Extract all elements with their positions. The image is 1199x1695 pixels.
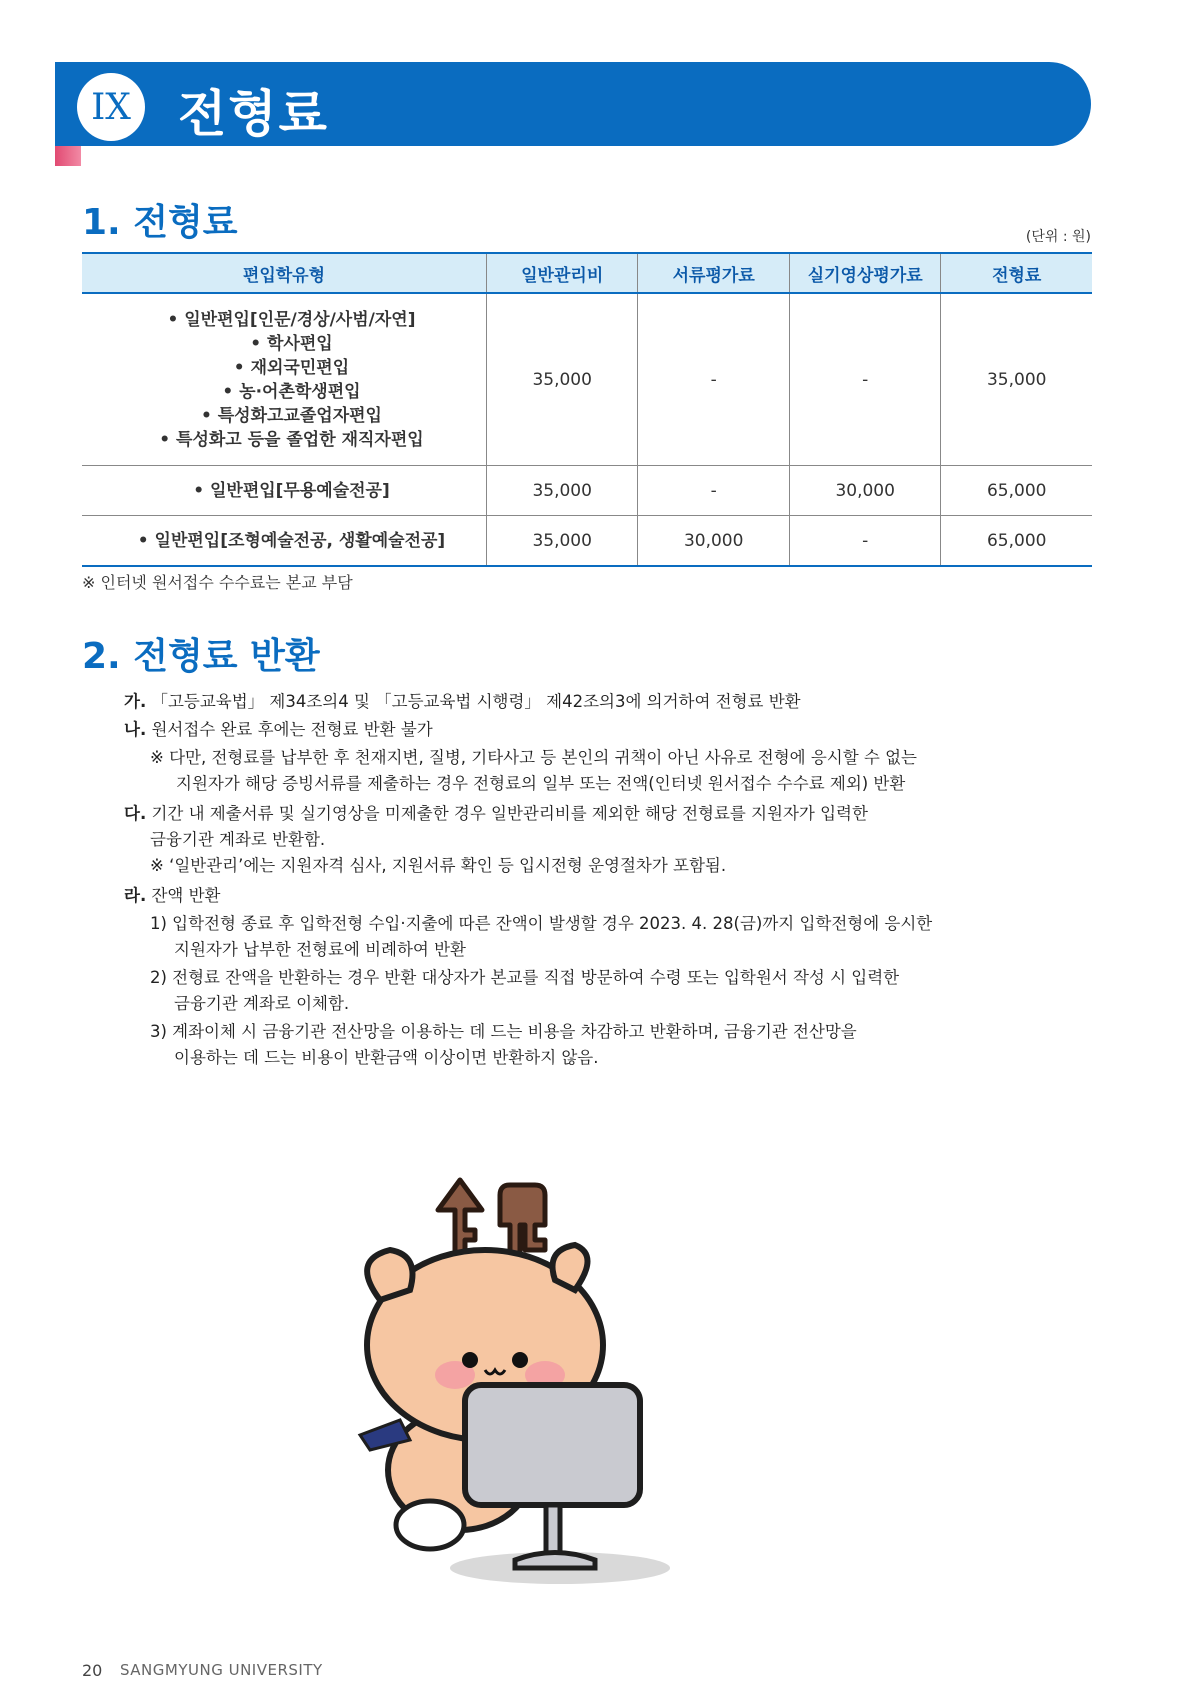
type-item: • 일반편입[무용예술전공] [193, 480, 390, 501]
item-label: 라. [124, 886, 147, 905]
refund-note: ※ ‘일반관리’에는 지원자격 심사, 지원서류 확인 등 입시전형 운영절차가 포함됨. [150, 856, 727, 875]
chapter-title: 전형료 [178, 85, 329, 143]
practical-fee-cell: - [789, 516, 941, 567]
item-text: 기간 내 제출서류 및 실기영상을 미제출한 경우 일반관리비를 제외한 해당 전형료를 지원자가 입력한 [151, 804, 868, 823]
type-item: • 일반편입[조형예술전공, 생활예술전공] [137, 530, 446, 551]
table-header-row [82, 253, 1092, 293]
type-item: • 특성화고교졸업자편입 [200, 405, 382, 426]
refund-subitem-cont: 지원자가 납부한 전형료에 비례하여 반환 [174, 940, 466, 959]
admin-fee-cell: 35,000 [486, 516, 638, 567]
type-item: • 농·어촌학생편입 [222, 381, 361, 402]
fee-table [82, 252, 1092, 567]
table-row [82, 516, 1092, 567]
item-label: 나. [124, 720, 147, 739]
header-total-fee: 전형료 [941, 253, 1092, 293]
type-item: • 특성화고 등을 졸업한 재직자편입 [159, 429, 424, 450]
refund-note-cont: 지원자가 해당 증빙서류를 제출하는 경우 전형료의 일부 또는 전액(인터넷 원서접수 수수료 제외) 반환 [176, 774, 906, 793]
table-footnote: ※ 인터넷 원서접수 수수료는 본교 부담 [82, 573, 353, 592]
header-practical-fee: 실기영상평가료 [789, 253, 941, 293]
document-fee-cell: - [638, 466, 790, 516]
practical-fee-cell: 30,000 [789, 466, 941, 516]
total-fee-cell: 65,000 [941, 466, 1092, 516]
refund-subitem: 1) 입학전형 종료 후 입학전형 수입·지출에 따른 잔액이 발생할 경우 2023. 4. 28(금)까지 입학전형에 응시한 [150, 914, 933, 933]
type-cell [82, 466, 486, 516]
document-fee-cell: 30,000 [638, 516, 790, 567]
item-label: 가. [124, 692, 147, 711]
unit-note: (단위 : 원) [1025, 229, 1091, 245]
item-text: 원서접수 완료 후에는 전형료 반환 불가 [151, 720, 433, 739]
refund-item-ga [124, 688, 801, 712]
page-number: 20 [82, 1661, 103, 1680]
section-1-title: 1. 전형료 [82, 202, 238, 243]
refund-subitem-cont: 금융기관 계좌로 이체함. [174, 994, 350, 1013]
type-cell [82, 516, 486, 567]
type-item: • 일반편입[인문/경상/사범/자연] [167, 309, 416, 330]
type-item: • 재외국민편입 [233, 357, 350, 378]
refund-item-ra [124, 882, 220, 906]
refund-subitem: 2) 전형료 잔액을 반환하는 경우 반환 대상자가 본교를 직접 방문하여 수령 또는 입학원서 작성 시 입력한 [150, 968, 900, 987]
table-row [82, 293, 1092, 466]
item-text: 「고등교육법」 제34조의4 및 「고등교육법 시행령」 제42조의3에 의거하여 전형료 반환 [151, 692, 801, 711]
refund-item-da [124, 800, 868, 824]
header-admin-fee: 일반관리비 [486, 253, 638, 293]
refund-item-na [124, 716, 433, 740]
item-text: 잔액 반환 [151, 886, 221, 905]
total-fee-cell: 65,000 [941, 516, 1092, 567]
table-row [82, 466, 1092, 516]
practical-fee-cell: - [789, 293, 941, 466]
footer-university: SANGMYUNG UNIVERSITY [120, 1661, 323, 1679]
banner-accent [55, 146, 81, 166]
type-item: • 학사편입 [250, 333, 333, 354]
admin-fee-cell: 35,000 [486, 466, 638, 516]
header-type: 편입학유형 [82, 253, 486, 293]
refund-subitem-cont: 이용하는 데 드는 비용이 반환금액 이상이면 반환하지 않음. [174, 1048, 599, 1067]
chapter-number-badge: IX [77, 73, 145, 141]
section-2-title: 2. 전형료 반환 [82, 636, 320, 677]
header-document-fee: 서류평가료 [638, 253, 790, 293]
total-fee-cell: 35,000 [941, 293, 1092, 466]
mascot-illustration [350, 1150, 730, 1590]
refund-item-da-cont: 금융기관 계좌로 반환함. [150, 830, 326, 849]
admin-fee-cell: 35,000 [486, 293, 638, 466]
item-label: 다. [124, 804, 147, 823]
type-cell [82, 293, 486, 466]
document-fee-cell: - [638, 293, 790, 466]
refund-subitem: 3) 계좌이체 시 금융기관 전산망을 이용하는 데 드는 비용을 차감하고 반환하며, 금융기관 전산망을 [150, 1022, 857, 1041]
refund-note: ※ 다만, 전형료를 납부한 후 천재지변, 질병, 기타사고 등 본인의 귀책이 아닌 사유로 전형에 응시할 수 없는 [150, 748, 917, 767]
